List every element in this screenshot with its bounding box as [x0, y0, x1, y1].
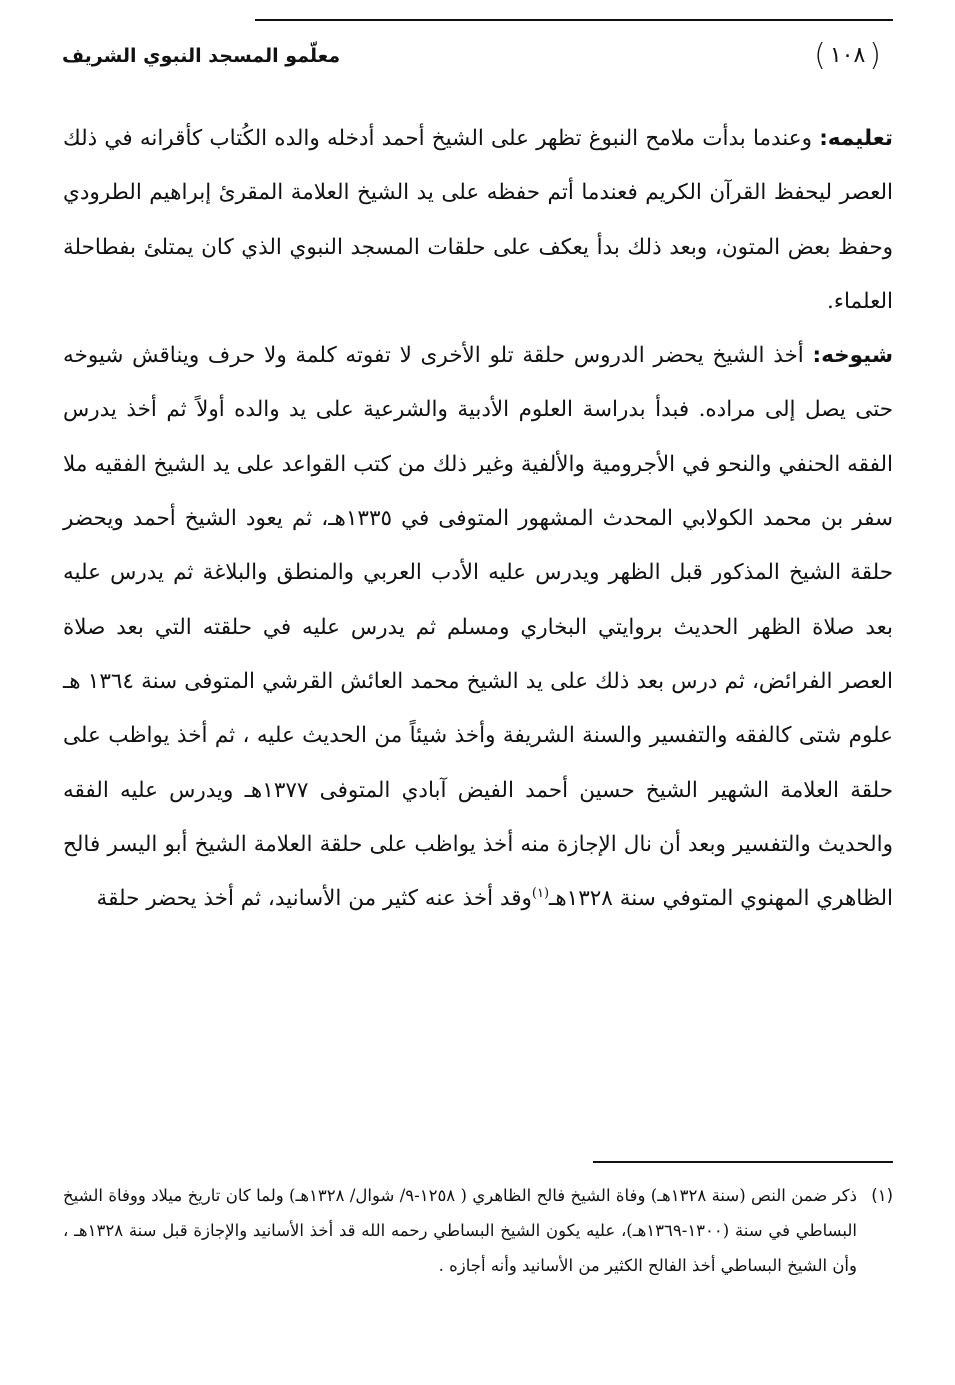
main-text [63, 112, 893, 926]
paragraph-teachers [63, 329, 893, 926]
footnote [63, 1178, 893, 1283]
paragraph-education [63, 112, 893, 329]
footnote-separator [593, 1161, 893, 1163]
running-header-title: معلّمو المسجد النبوي الشريف [62, 45, 341, 67]
paragraph-text-teachers: أخذ الشيخ يحضر الدروس حلقة تلو الأخرى لا تفوته كلمة ولا حرف ويناقش شيوخه حتى يصل إلى مراده. فبدأ بدراسة العلوم الأدبية والشرعية على يد والده أولاً ثم أخذ يدرس الفقه الحنفي والنحو في الأجرومية والألفية وغير ذلك من كتب القواعد على يد الشيخ الفقيه ملا سفر بن محمد الكولابي المحدث المشهور المتوفى في ١٣٣٥هـ، ثم يعود الشيخ أحمد ويحضر حلقة الشيخ المذكور قبل الظهر ويدرس عليه الأدب العربي والمنطق والبلاغة ثم يدرس عليه بعد صلاة الظهر الحديث بروايتي البخاري ومسلم ثم يدرس عليه في حلقته التي بعد صلاة العصر الفرائض، ثم درس بعد ذلك على يد الشيخ محمد العائش القرشي المتوفى سنة ١٣٦٤ هـ علوم شتى كالفقه والتفسير والسنة الشريفة وأخذ شيئاً من الحديث عليه ، ثم أخذ يواظب على حلقة العلامة الشهير الشيخ حسين أحمد الفيض آبادي المتوفى ١٣٧٧هـ ويدرس عليه الفقه والحديث والتفسير وبعد أن نال الإجازة منه أخذ يواظب على حلقة العلامة الشيخ أبو اليسر فالح الظاهري المهنوي المتوفي سنة ١٣٢٨هـ [63, 343, 894, 912]
running-header [62, 38, 893, 78]
paragraph-lead-education: تعليمه: [819, 126, 893, 151]
header-rule [255, 19, 893, 21]
footnote-number: (١) [871, 1186, 893, 1205]
paragraph-text-education: وعندما بدأت ملامح النبوغ تظهر على الشيخ أحمد أدخله والده الكُتاب كأقرانه في ذلك العصر ليحفظ القرآن الكريم فعندما أتم حفظه على يد الشيخ العلامة المقرئ إبراهيم الطرودي وحفظ بعض المتون، وبعد ذلك بدأ يعكف على حلقات المسجد النبوي الذي كان يمتلئ بفطاحلة العلماء. [63, 126, 893, 314]
page-number-value: ١٠٨ [829, 43, 866, 68]
page-number [802, 38, 893, 74]
page-number-open-bracket: ( [869, 38, 881, 73]
footnote-reference[interactable]: (١) [531, 886, 550, 901]
footnote-text: ذكر ضمن النص (سنة ١٣٢٨هـ) وفاة الشيخ فالح الظاهري ( ١٢٥٨-٩/ شوال/ ١٣٢٨هـ) ولما كان تاريخ ميلاد ووفاة الشيخ البساطي في سنة (١٣٠٠-١٣٦٩هـ)، عليه يكون الشيخ البساطي رحمه الله قد أخذ الأسانيد والإجازة قبل سنة ١٣٢٨هـ ، وأن الشيخ البساطي أخذ الفالح الكثير من الأسانيد وأنه أجازه . [63, 1186, 857, 1275]
paragraph-lead-teachers: شيوخه: [812, 343, 893, 369]
paragraph-text-teachers-continued: وقد أخذ عنه كثير من الأسانيد، ثم أخذ يحضر حلقة [96, 886, 532, 912]
page-number-close-bracket: ) [814, 38, 826, 73]
